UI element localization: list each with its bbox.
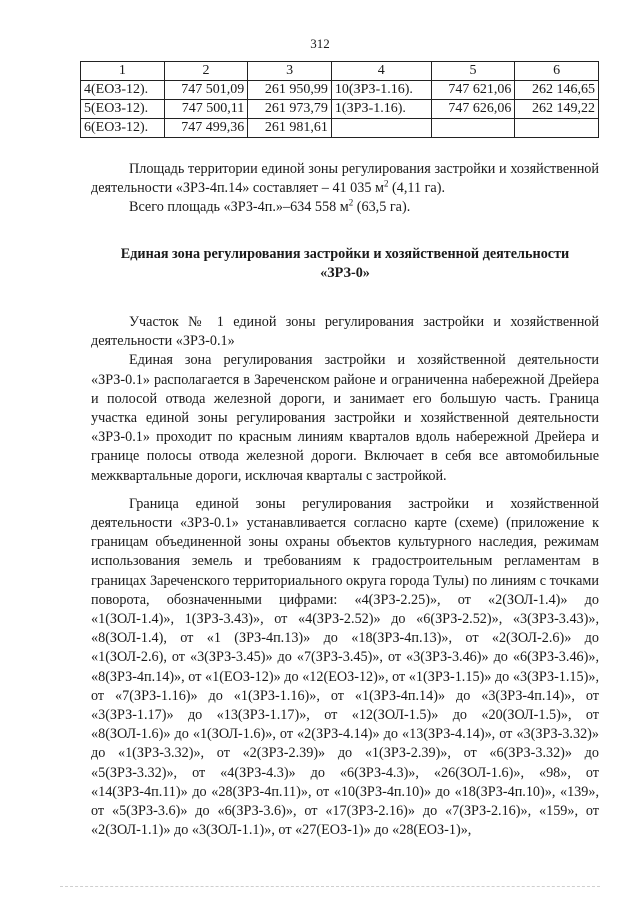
table-cell: 262 149,22 [515,100,599,119]
section-heading [91,245,599,283]
total-area-text: Всего площадь «ЗРЗ-4п.»–634 558 м [129,199,349,216]
table-header-cell: 6 [515,62,599,81]
area-text-end: (4,11 га). [388,180,445,197]
table-cell: 747 499,36 [164,119,248,138]
table-header-cell: 1 [81,62,165,81]
table-cell: 10(ЗРЗ-1.16). [331,81,431,100]
table-row [81,81,599,100]
coordinates-table [80,61,599,138]
table-cell: 261 973,79 [248,100,332,119]
location-paragraph: Единая зона регулирования застройки и хозяйственной деятельности «ЗРЗ-0.1» располагается в Зареченском районе и ограниченна набережной Дрейера и полосой отвода железной дороги, и занимает его большую часть. Граница участка единой зоны регулирования застройки и хозяйственной деятельности «ЗРЗ-0.1» проходит по красным линиям кварталов вдоль набережной Дрейера и границе полосы отвода железной дороги. Включает в себя все автомобильные межквартальные дороги, исключая кварталы с застройкой. [91,352,599,484]
table-row [81,100,599,119]
table-cell: 261 950,99 [248,81,332,100]
table-cell: 747 626,06 [431,100,515,119]
table-row [81,119,599,138]
table-cell: 6(ЕОЗ-12). [81,119,165,138]
table-header-row [81,62,599,81]
document-body [91,160,599,841]
table-cell: 5(ЕОЗ-12). [81,100,165,119]
boundary-paragraph: Граница единой зоны регулирования застройки и хозяйственной деятельности «ЗРЗ-0.1» устанавливается согласно карте (схеме) (приложение к границам объединенной зоны охраны объектов культурного наследия, режимам использования земель и требованиям к градостроительным регламентам в границах Зареченского территориального округа города Тулы) по линиям с точками поворота, обозначенными цифрами: «4(ЗРЗ-2.25)», от «2(ЗОЛ-1.4)» до «1(ЗОЛ-1.4)», 1(ЗРЗ-3.43)», от «4(ЗРЗ-2.52)» до «6(ЗРЗ-2.52)», «3(ЗРЗ-3.43)», «8(ЗОЛ-1.4), от «1 (ЗРЗ-4п.13)» до «18(ЗРЗ-4п.13)», от «2(ЗОЛ-2.6)» до «1(ЗОЛ-2.6), от «3(ЗРЗ-3.45)» до «7(ЗРЗ-3.45)», от «3(ЗРЗ-3.46)» до «6(ЗРЗ-3.46)», «8(ЗРЗ-4п.14)», от «1(ЕОЗ-12)» до «12(ЕОЗ-12)», от «1(ЗРЗ-1.15)» до «3(ЗРЗ-1.15)», от «7(ЗРЗ-1.16)» до «1(ЗРЗ-1.16)», от «1(ЗРЗ-4п.14)» до «3(ЗРЗ-4п.14)», от «3(ЗРЗ-1.17)» до «13(ЗРЗ-1.17)», от «12(ЗОЛ-1.5)» до «20(ЗОЛ-1.5)», от «8(ЗОЛ-1.6)» до «1(ЗОЛ-1.6)», от «2(ЗРЗ-4.14)» до «13(ЗРЗ-4.14)», от «3(ЗРЗ-3.32)» до «1(ЗРЗ-3.32)», от «2(ЗРЗ-2.39)» до «1(ЗРЗ-2.39)», от «6(ЗРЗ-3.32)» до «5(ЗРЗ-3.32)», от «4(ЗРЗ-4.3)» до «6(ЗРЗ-4.3)», «26(ЗОЛ-1.6)», «98», от «14(ЗРЗ-4п.11)» до «28(ЗРЗ-4п.11)», от «10(ЗРЗ-4п.10)» до «18(ЗРЗ-4п.10)», «139», от «5(ЗРЗ-3.6)» до «6(ЗРЗ-3.6)», от «17(ЗРЗ-2.16)» до «7(ЗРЗ-2.16)», «159», от «2(ЗОЛ-1.1)» до «3(ЗОЛ-1.1)», от «27(ЕОЗ-1)» до «28(ЕОЗ-1)», [91,495,599,839]
table-cell: 747 500,11 [164,100,248,119]
table-header-cell: 3 [248,62,332,81]
total-area-paragraph [91,198,599,217]
table-cell: 261 981,61 [248,119,332,138]
table-cell: 747 621,06 [431,81,515,100]
table-cell: 747 501,09 [164,81,248,100]
table-header-cell: 5 [431,62,515,81]
plot-paragraph: Участок № 1 единой зоны регулирования застройки и хозяйственной деятельности «ЗРЗ-0.1» [91,314,599,350]
table-header-cell: 2 [164,62,248,81]
table-cell [331,119,431,138]
scan-artifact-line [60,886,600,889]
area-unit-superscript: 2 [383,178,389,189]
table-cell: 1(ЗРЗ-1.16). [331,100,431,119]
table-cell [431,119,515,138]
table-cell: 262 146,65 [515,81,599,100]
table-cell: 4(ЕОЗ-12). [81,81,165,100]
section-heading-line: Единая зона регулирования застройки и хозяйственной деятельности [120,245,570,262]
section-heading-code: «ЗРЗ-0» [320,264,370,281]
page-number: 312 [310,36,330,51]
table-header-cell: 4 [331,62,431,81]
total-area-text-end: (63,5 га). [353,199,411,216]
area-paragraph [91,160,599,198]
total-area-unit-superscript: 2 [348,197,354,208]
area-text: Площадь территории единой зоны регулирования застройки и хозяйственной деятельности «ЗРЗ-4п.14» составляет – 41 035 м [91,161,599,197]
table-cell [515,119,599,138]
